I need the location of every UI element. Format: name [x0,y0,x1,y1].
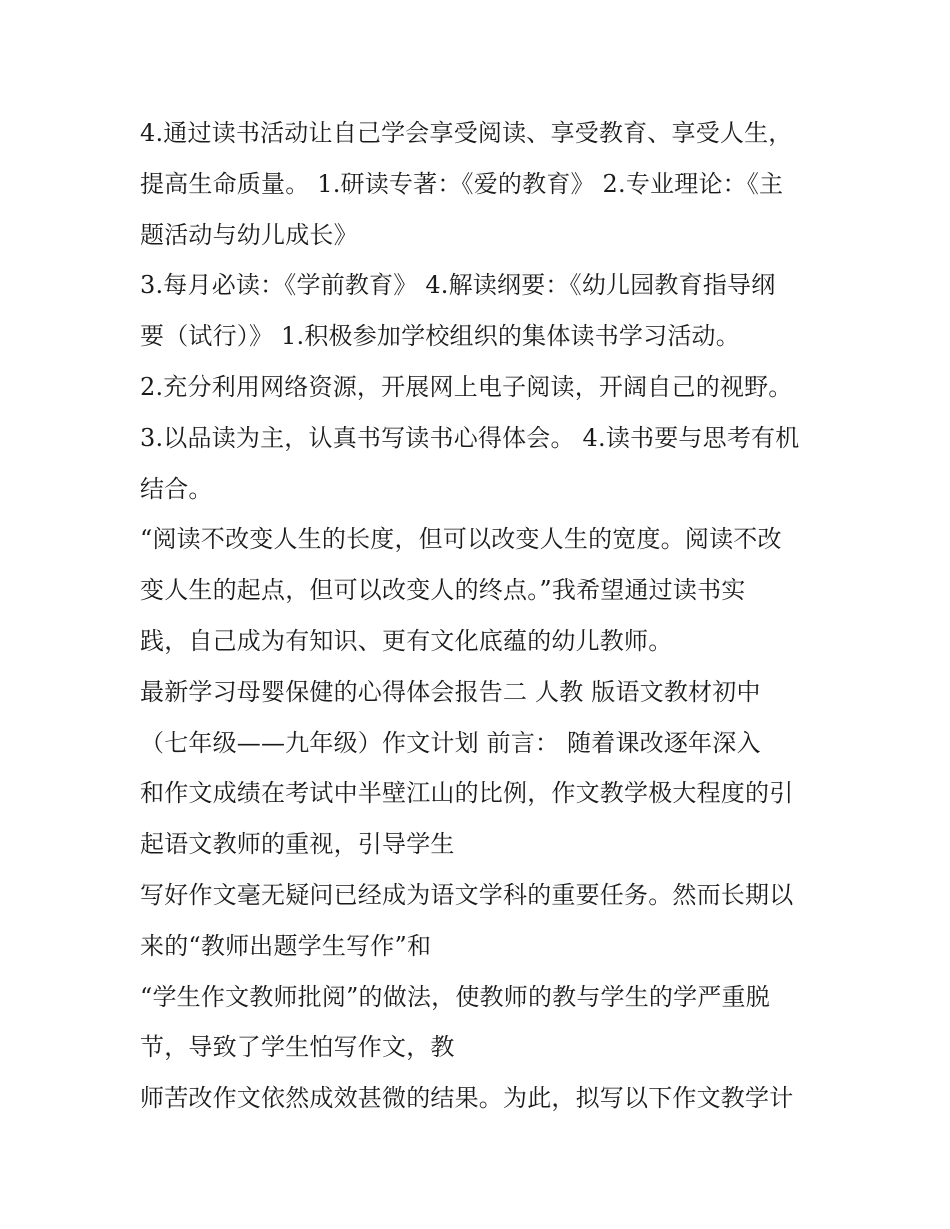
text-line: 写好作文毫无疑问已经成为语文学科的重要任务。然而长期以 [140,880,794,909]
text-line: 来的“教师出题学生写作”和 [140,931,432,960]
text-line: 4.通过读书活动让自己学会享受阅读、享受教育、享受人生， [140,119,793,147]
text-line: 要（试行）》 1.积极参加学校组织的集体读书学习活动。 [140,322,740,351]
text-line: 和作文成绩在考试中半壁江山的比例，作文教学极大程度的引 [140,779,794,808]
text-line: 变人生的起点，但可以改变人的终点。”我希望通过读书实 [140,576,746,605]
text-line: 题活动与幼儿成长》 [140,220,358,249]
text-line: 3.每月必读：《学前教育》 4.解读纲要：《幼儿园教育指导纲 [140,271,776,300]
text-line: 2.充分利用网络资源，开展网上电子阅读，开阔自己的视野。 [140,372,793,401]
text-line: 师苦改作文依然成效甚微的结果。为此，拟写以下作文教学计 [140,1084,794,1113]
text-line: 3.以品读为主，认真书写读书心得体会。 4.读书要与思考有机 [140,423,800,452]
text-line: 践，自己成为有知识、更有文化底蕴的幼儿教师。 [140,626,673,655]
text-line: 起语文教师的重视，引导学生 [140,830,455,859]
text-line: 结合。 [140,474,213,503]
document-body [140,108,820,1124]
text-line: 提高生命质量。 1.研读专著：《爱的教育》 2.专业理论：《主 [140,169,784,198]
text-line: “学生作文教师批阅”的做法，使教师的教与学生的学严重脱 [140,982,770,1011]
text-line: 节，导致了学生怕写作文，教 [140,1033,455,1062]
text-line: （七年级——九年级）作文计划 前言： 随着课改逐年深入 [140,728,761,757]
text-line: 最新学习母婴保健的心得体会报告二 人教 版语文教材初中 [140,677,761,706]
text-line: “阅读不改变人生的长度，但可以改变人生的宽度。阅读不改 [140,525,782,554]
